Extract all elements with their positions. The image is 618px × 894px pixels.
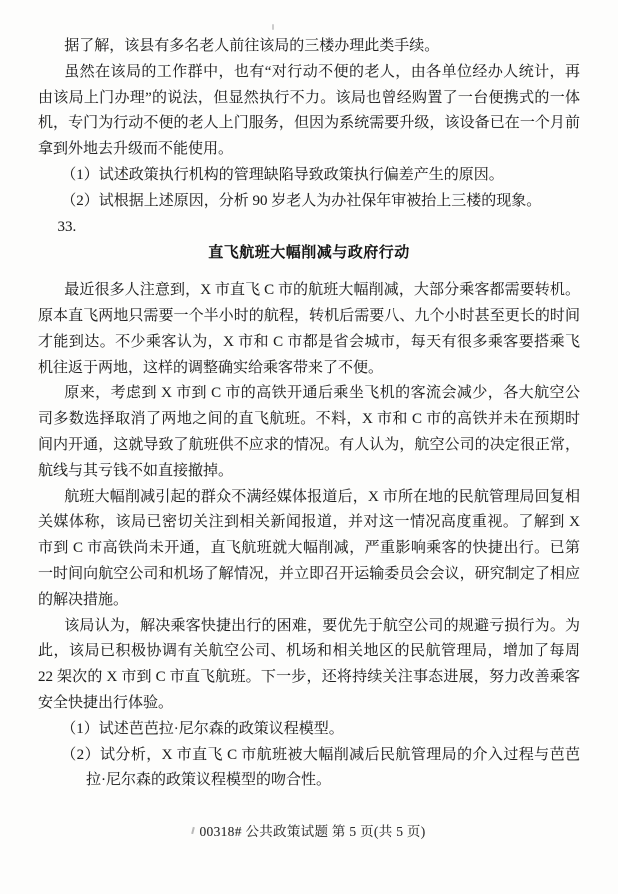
scan-tick-artifact [192, 827, 196, 834]
question-32-paragraph-1: 据了解，该县有多名老人前往该局的三楼办理此类手续。 [64, 38, 440, 54]
question-33-title: 直飞航班大幅削减与政府行动 [208, 244, 410, 262]
question-33-paragraph-2: 原来，考虑到 X 市到 C 市的高铁开通后乘坐飞机的客流会减少，各大航空公司多数选择取消了两地之间的直飞航班。不料，X 市和 C 市的高铁并未在预期时间内开通，这就导致了航班供不应求的情况。有人认为，航空公司的决定很正常，航线与其亏钱不如直接撤掉。 [38, 385, 580, 479]
question-33-paragraph-4: 该局认为，解决乘客快捷出行的困难，要优先于航空公司的规避亏损行为。为此，该局已积极协调有关航空公司、机场和相关地区的民航管理局，增加了每周 22 架次的 X 市到 C 市直飞航班。下一步，还将持续关注事态进展，努力改善乘客安全快捷出行体验。 [38, 617, 580, 711]
question-32-subquestion-2: （2）试根据上述原因，分析 90 岁老人为办社保年审被抬上三楼的现象。 [61, 192, 542, 209]
question-33-block [38, 215, 580, 795]
question-33-number: 33. [57, 218, 77, 235]
question-32-block [38, 34, 580, 215]
page-footer [0, 823, 618, 841]
question-33-subquestion-2: （2）试分析，X 市直飞 C 市航班被大幅削减后民航管理局的介入过程与芭芭拉·尼尔森的政策议程模型的吻合性。 [61, 746, 580, 789]
question-33-paragraph-1: 最近很多人注意到，X 市直飞 C 市的航班大幅削减，大部分乘客都需要转机。原本直飞两地只需要一个半小时的航程，转机后需要八、九个小时甚至更长的时间才能到达。不少乘客认为，X 市和 C 市都是省会城市，每天有很多乘客要搭乘飞机往返于两地，这样的调整确实给乘客带来了不便。 [38, 282, 580, 376]
question-32-paragraph-2: 虽然在该局的工作群中，也有“对行动不便的老人，由各单位经办人统计，再由该局上门办理”的说法，但显然执行不力。该局也曾经购置了一台便携式的一体机，专门为行动不便的老人上门服务，但因为系统需要升级，该设备已在一个月前拿到外地去升级而不能使用。 [38, 63, 580, 158]
question-32-subquestion-1: （1）试述政策执行机构的管理缺陷导致政策执行偏差产生的原因。 [61, 166, 504, 183]
scan-speck-artifact [272, 24, 274, 30]
question-33-paragraph-3: 航班大幅削减引起的群众不满经媒体报道后，X 市所在地的民航管理局回复相关媒体称，该局已密切关注到相关新闻报道，并对这一情况高度重视。了解到 X 市到 C 市高铁尚未开通，直飞航班就大幅削减，严重影响乘客的快捷出行。已第一时间向航空公司和机场了解情况，并立即召开运输委员会会议，研究制定了相应的解决措施。 [38, 488, 580, 608]
question-33-subquestion-1: （1）试述芭芭拉·尼尔森的政策议程模型。 [61, 720, 344, 737]
footer-text: 00318# 公共政策试题 第 5 页(共 5 页) [199, 824, 426, 839]
